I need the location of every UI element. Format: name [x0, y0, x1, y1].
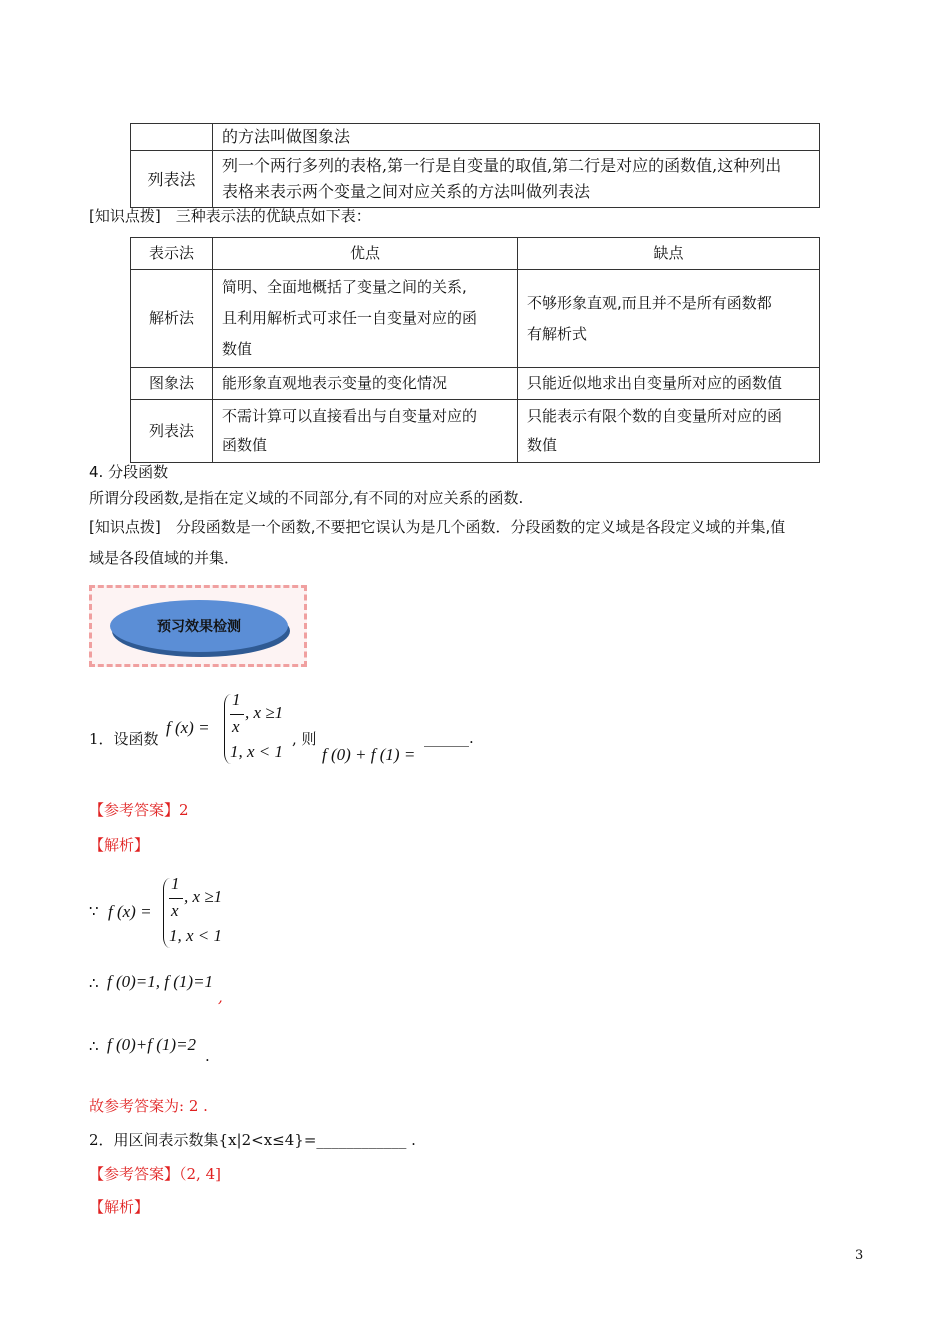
table-cell-line: 不需计算可以直接看出与自变量对应的	[222, 407, 478, 425]
knowledge-note: [知识点拨] 三种表示法的优缺点如下表：	[89, 207, 371, 225]
knowledge-note: [知识点拨] 分段函数是一个函数,不要把它误认为是几个函数．分段函数的定义域是各段定义域的并集,值	[89, 518, 786, 536]
pros-cons-table	[130, 237, 820, 463]
fraction-bar	[169, 898, 183, 899]
definition-text: 所谓分段函数,是指在定义域的不同部分,有不同的对应关系的函数.	[89, 489, 524, 507]
table-cell-line: 不够形象直观,而且并不是所有函数都	[527, 293, 772, 312]
table-cell-line: 有解析式	[527, 324, 588, 343]
table-cell: 列表法	[131, 400, 213, 463]
section-badge: 预习效果检测	[110, 600, 288, 652]
fraction-numerator: 1	[171, 874, 180, 893]
table-cell-line: 列一个两行多列的表格,第一行是自变量的取值,第二行是对应的函数值,这种列出	[222, 156, 782, 175]
table-cell: 图象法	[131, 368, 213, 400]
table-cell-line: 简明、全面地概括了变量之间的关系,	[222, 278, 467, 296]
therefore-symbol: ∴	[89, 1037, 99, 1055]
derivation-step: f (0)+f (1)=2	[107, 1035, 197, 1054]
table-row	[131, 368, 820, 400]
case-condition: , x ≥1	[184, 887, 223, 906]
column-header: 优点	[213, 238, 518, 270]
knowledge-note: 域是各段值域的并集．	[89, 549, 240, 567]
function-label: f (x) =	[108, 902, 152, 921]
question-expression: f (0) + f (1) =	[322, 745, 416, 764]
question-connector: , 则	[292, 730, 317, 748]
punctuation-mark: ,	[218, 988, 223, 1006]
fraction-denominator: x	[171, 901, 179, 920]
table-cell: 解析法	[131, 270, 213, 368]
table-cell: 列表法	[131, 151, 213, 208]
page-number: 3	[855, 1248, 864, 1263]
table-cell: 能形象直观地表示变量的变化情况	[213, 368, 518, 400]
table-cell-line: 数值	[222, 340, 253, 358]
punctuation-mark: .	[205, 1047, 210, 1065]
analysis-label: 【解析】	[89, 1198, 150, 1216]
function-label: f (x) =	[166, 718, 210, 737]
column-header: 缺点	[518, 238, 820, 270]
analysis-label: 【解析】	[89, 836, 150, 854]
therefore-symbol: ∴	[89, 974, 99, 992]
table-row	[131, 124, 820, 151]
table-cell-line: 且利用解析式可求任一自变量对应的函	[222, 309, 478, 327]
table-row	[131, 400, 820, 463]
question-prefix: 1．设函数	[89, 730, 159, 748]
derivation-step: f (0)=1, f (1)=1	[107, 972, 214, 991]
table-row	[131, 270, 820, 368]
answer-blank: ______.	[424, 729, 474, 747]
question-text: 2．用区间表示数集{x|2<x≤4}=____________ .	[89, 1131, 416, 1149]
section-badge-frame	[89, 585, 307, 667]
section-heading: 4. 分段函数	[89, 463, 169, 481]
reference-answer: 【参考答案】（2, 4]	[89, 1165, 221, 1183]
table-cell-line: 数值	[527, 436, 558, 454]
table-cell-line: 函数值	[222, 436, 268, 454]
case-expression: 1, x < 1	[169, 926, 223, 945]
table-row	[131, 151, 820, 208]
reference-answer: 【参考答案】2	[89, 801, 189, 819]
fraction-numerator: 1	[232, 690, 241, 709]
case-expression: 1, x < 1	[230, 742, 284, 761]
table-cell: 只能近似地求出自变量所对应的函数值	[518, 368, 820, 400]
because-symbol: ∵	[89, 902, 99, 920]
table-cell-line: 只能表示有限个数的自变量所对应的函	[527, 407, 783, 425]
fraction-denominator: x	[232, 717, 240, 736]
table-cell: 的方法叫做图象法	[213, 124, 820, 151]
conclusion-text: 故参考答案为: 2 .	[89, 1097, 208, 1115]
table-cell-line: 表格来表示两个变量之间对应关系的方法叫做列表法	[222, 182, 591, 201]
case-condition: , x ≥1	[245, 703, 284, 722]
column-header: 表示法	[131, 238, 213, 270]
table-header-row	[131, 238, 820, 270]
fraction-bar	[230, 714, 244, 715]
representation-table-continued	[130, 123, 820, 208]
